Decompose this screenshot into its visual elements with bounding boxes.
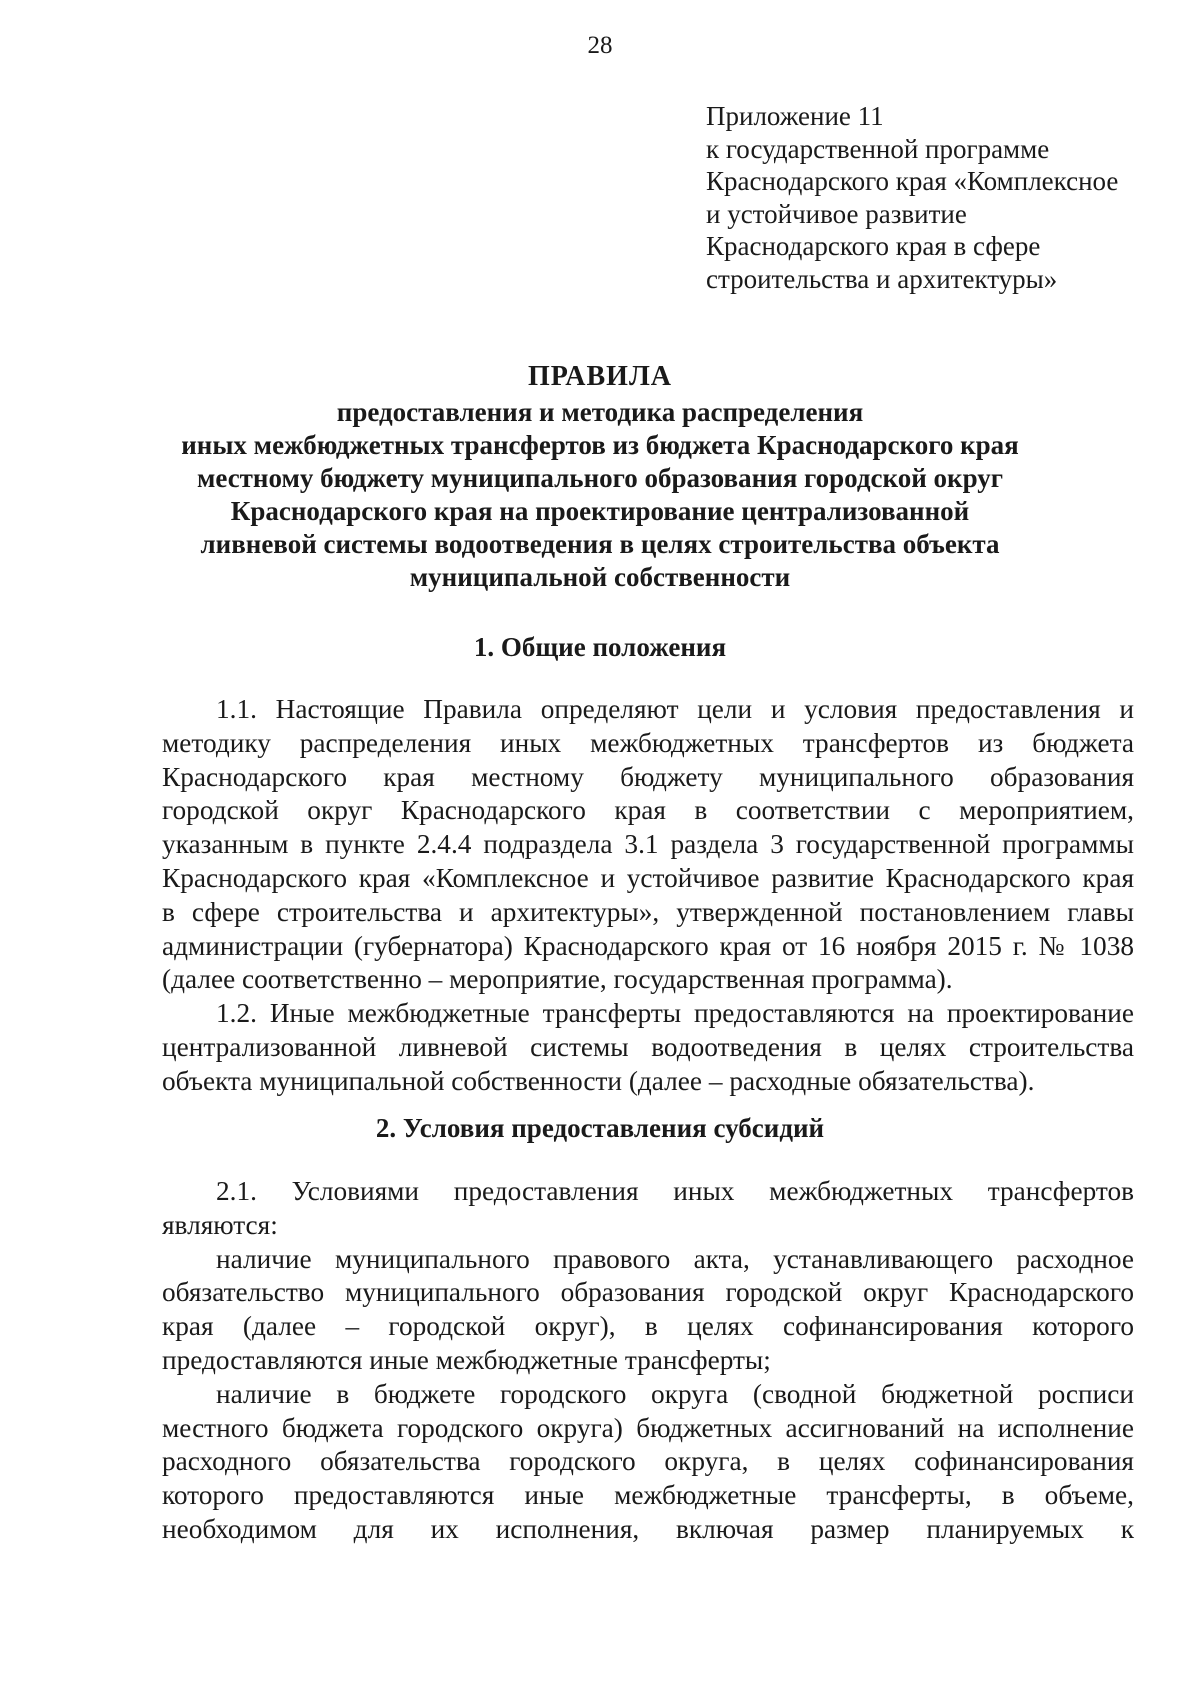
appendix-line: Приложение 11 — [706, 101, 884, 131]
text-line: методику распределения иных межбюджетных трансфертов из бюджета — [162, 727, 1134, 758]
text-line: городской округ Краснодарского края в соответствии с мероприятием, — [162, 795, 1134, 826]
appendix-header — [706, 100, 1176, 296]
text-line: предоставляются иные межбюджетные трансферты; — [162, 1344, 771, 1375]
text-line: обязательство муниципального образования городской округ Краснодарского — [162, 1277, 1134, 1308]
title-line: предоставления и методика распределения — [336, 397, 864, 427]
title-main: ПРАВИЛА — [527, 361, 673, 392]
paragraph-1-2 — [162, 997, 1134, 1098]
text-line: 1.1. Настоящие Правила определяют цели и условия предоставления и — [216, 694, 1134, 724]
section-1-body — [162, 693, 1134, 1099]
text-line: местного бюджета городского округа) бюджетных ассигнований на исполнение — [162, 1412, 1134, 1443]
appendix-line: Краснодарского края в сфере — [706, 231, 1041, 262]
paragraph-1-1 — [162, 693, 1134, 997]
paragraph-condition-1 — [162, 1243, 1134, 1378]
document-title — [0, 360, 1200, 594]
title-line: Краснодарского края на проектирование централизованной — [230, 496, 970, 526]
text-line: которого предоставляются иные межбюджетные трансферты, в объеме, — [162, 1480, 1134, 1511]
text-line: в сфере строительства и архитектуры», утвержденной постановлением главы — [162, 896, 1134, 927]
paragraph-2-1 — [162, 1175, 1134, 1243]
text-line: Краснодарского края «Комплексное и устойчивое развитие Краснодарского края — [162, 862, 1134, 893]
title-line: муниципальной собственности — [409, 562, 791, 592]
text-line: (далее соответственно – мероприятие, государственная программа). — [162, 964, 953, 995]
appendix-line: и устойчивое развитие — [706, 198, 967, 229]
appendix-line: строительства и архитектуры» — [706, 263, 1058, 294]
text-line: централизованной ливневой системы водоотведения в целях строительства — [162, 1031, 1134, 1062]
title-line: местному бюджету муниципального образования городской округ — [196, 463, 1004, 493]
text-line: Краснодарского края местному бюджету муниципального образования — [162, 761, 1134, 792]
section-2-body — [162, 1175, 1134, 1547]
text-line: края (далее – городской округ), в целях софинансирования которого — [162, 1311, 1134, 1342]
section-1-heading: 1. Общие положения — [473, 632, 727, 662]
text-line: 1.2. Иные межбюджетные трансферты предоставляются на проектирование — [216, 998, 1134, 1029]
text-line: указанным в пункте 2.4.4 подраздела 3.1 раздела 3 государственной программы — [162, 829, 1134, 860]
text-line: необходимом для их исполнения, включая размер планируемых к — [162, 1513, 1134, 1544]
appendix-line: Краснодарского края «Комплексное — [706, 166, 1119, 197]
section-2-heading: 2. Условия предоставления субсидий — [375, 1113, 825, 1143]
title-line: ливневой системы водоотведения в целях строительства объекта — [200, 529, 1000, 559]
title-line: иных межбюджетных трансфертов из бюджета Краснодарского края — [181, 430, 1019, 460]
paragraph-condition-2 — [162, 1378, 1134, 1547]
text-line: являются: — [162, 1209, 278, 1240]
appendix-line: к государственной программе — [706, 133, 1050, 164]
text-line: расходного обязательства городского округа, в целях софинансирования — [162, 1446, 1134, 1477]
text-line: наличие в бюджете городского округа (сводной бюджетной росписи — [216, 1378, 1134, 1409]
text-line: объекта муниципальной собственности (далее – расходные обязательства). — [162, 1065, 1035, 1096]
text-line: 2.1. Условиями предоставления иных межбюджетных трансфертов — [216, 1176, 1134, 1206]
page-number: 28 — [587, 32, 613, 59]
text-line: администрации (губернатора) Краснодарского края от 16 ноября 2015 г. № 1038 — [162, 930, 1134, 961]
text-line: наличие муниципального правового акта, устанавливающего расходное — [216, 1243, 1134, 1274]
